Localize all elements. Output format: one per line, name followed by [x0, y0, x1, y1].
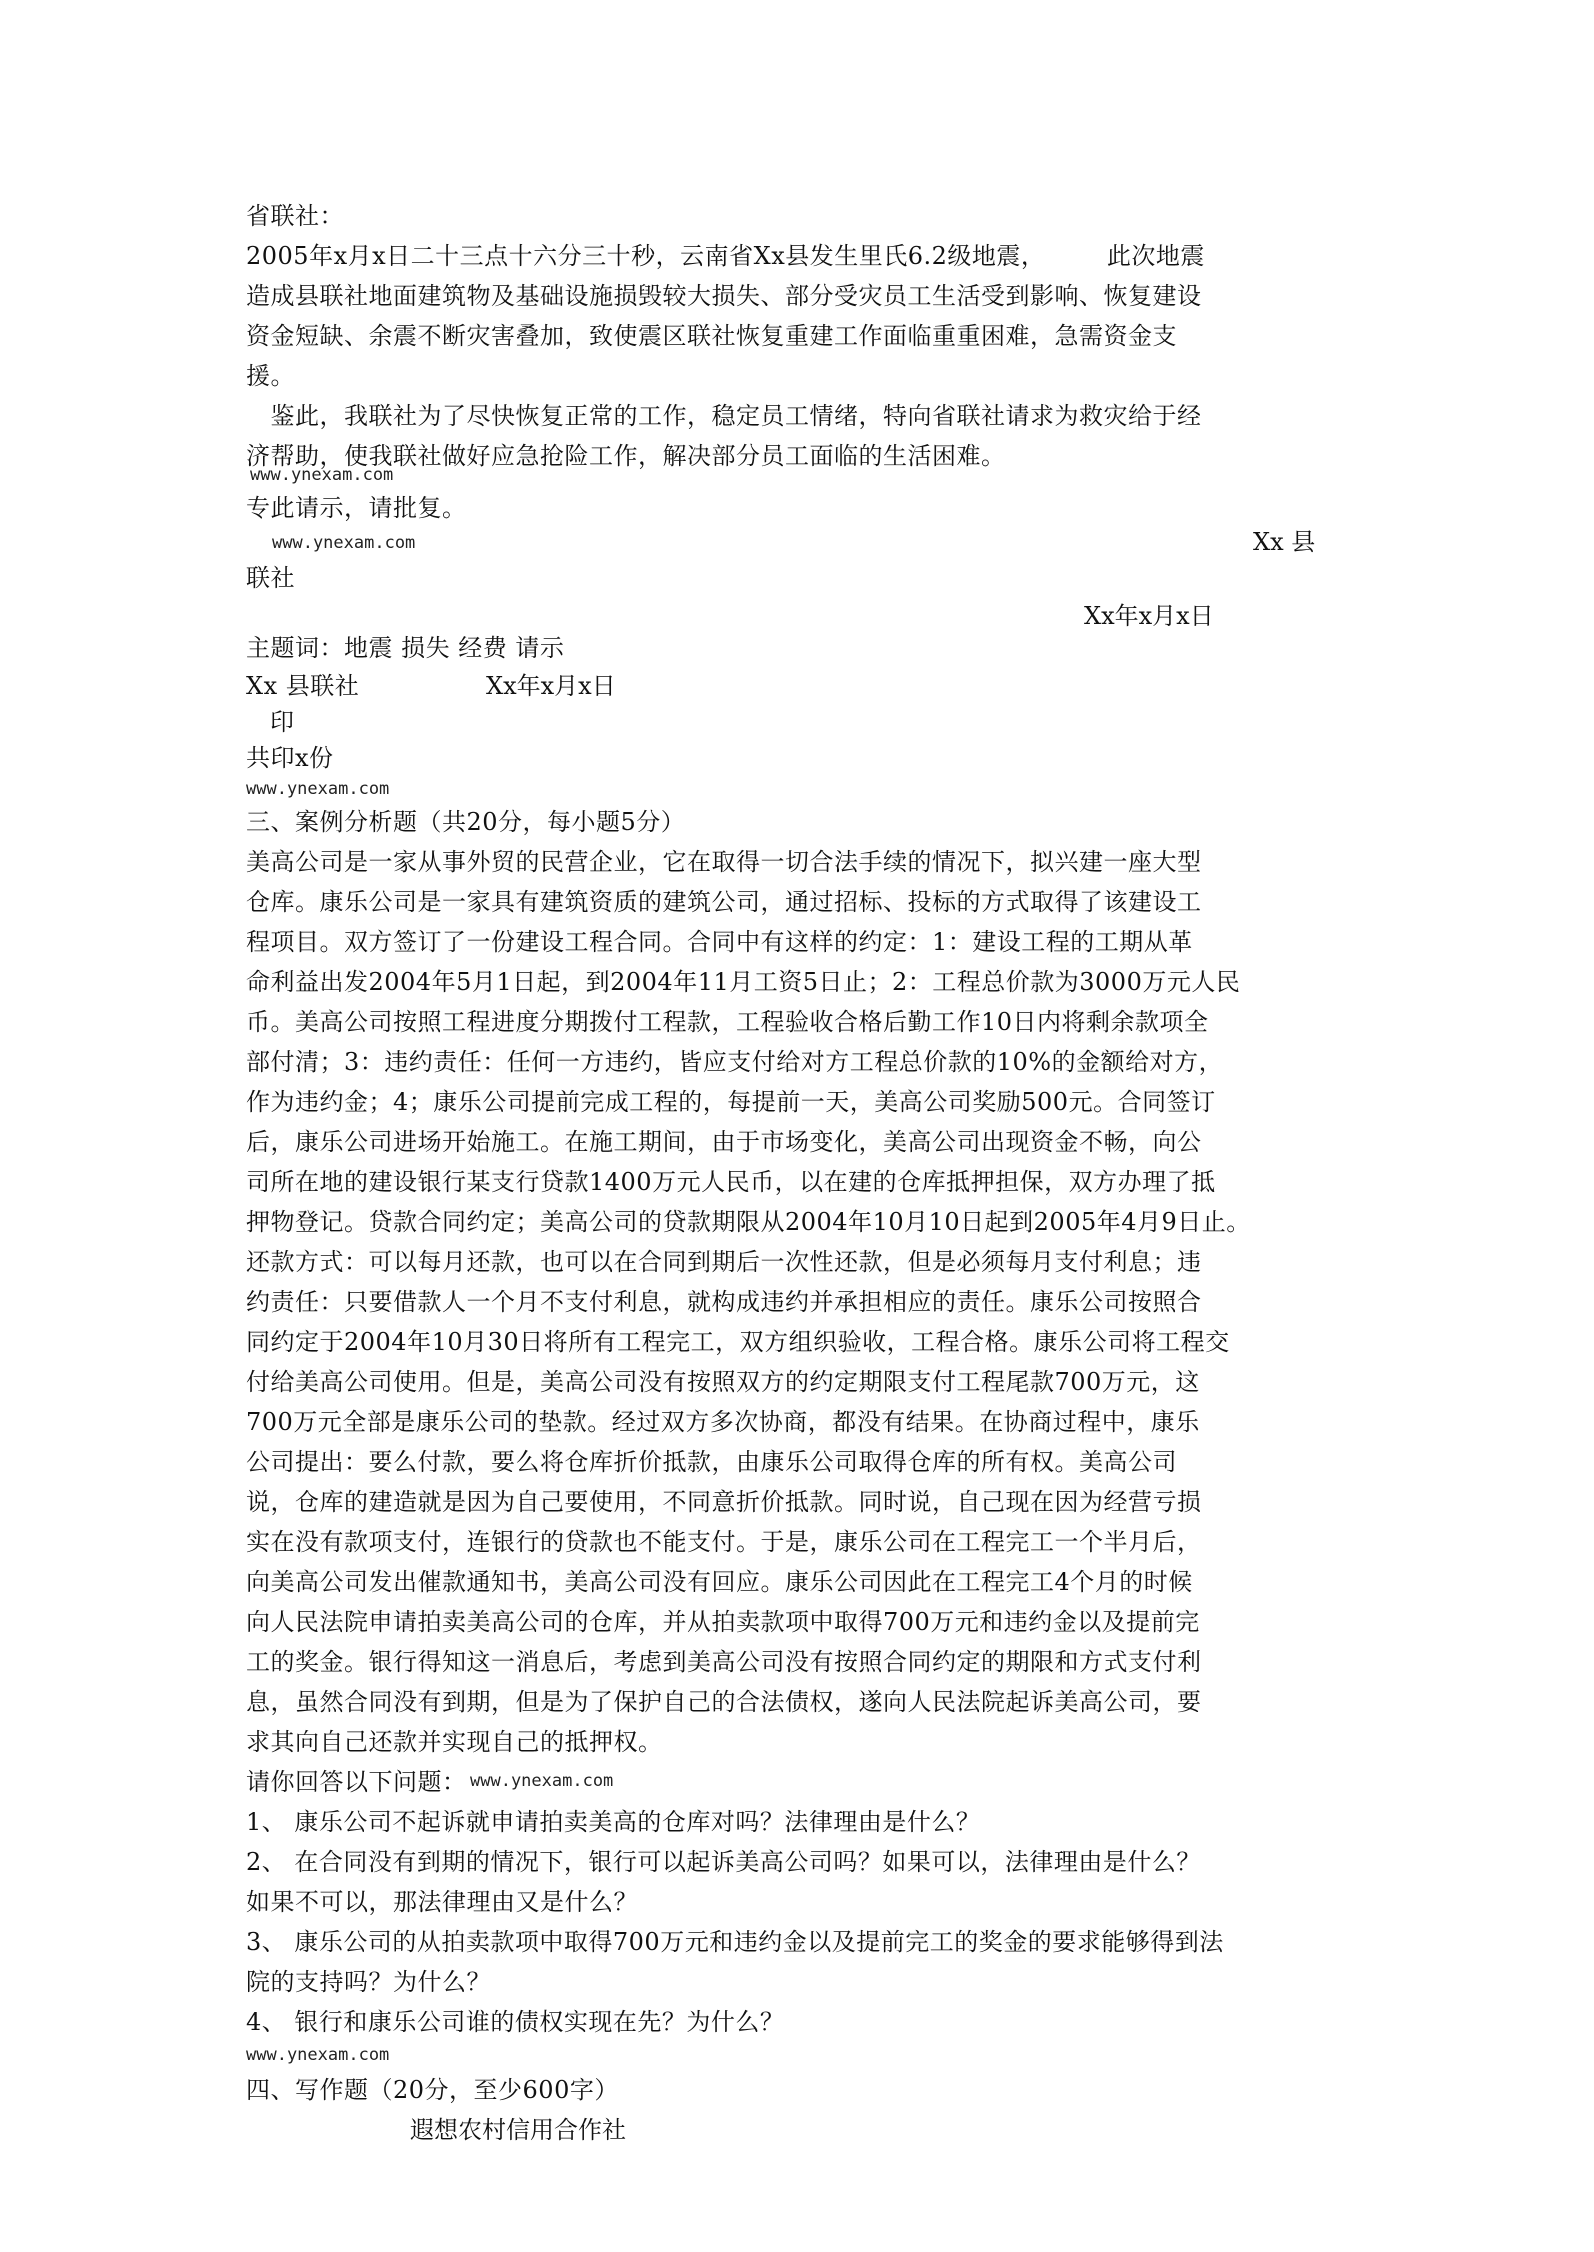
watermark-url: www.ynexam.com — [246, 779, 390, 799]
case-line: 约责任：只要借款人一个月不支付利息，就构成违约并承担相应的责任。康乐公司按照合 — [246, 1288, 1202, 1316]
question-line: 2、 在合同没有到期的情况下，银行可以起诉美高公司吗？如果可以，法律理由是什么？ — [246, 1848, 1201, 1876]
case-line: 程项目。双方签订了一份建设工程合同。合同中有这样的约定：1：建设工程的工期从革 — [246, 928, 1193, 956]
question-line: 如果不可以，那法律理由又是什么？ — [246, 1888, 638, 1916]
body-line: 造成县联社地面建筑物及基础设施损毁较大损失、部分受灾员工生活受到影响、恢复建设 — [246, 282, 1202, 310]
signer-county: Xx 县 — [1253, 528, 1316, 556]
case-line: 工的奖金。银行得知这一消息后，考虑到美高公司没有按照合同约定的期限和方式支付利 — [246, 1648, 1202, 1676]
print-label: 印 — [270, 708, 294, 736]
case-line: 还款方式：可以每月还款，也可以在合同到期后一次性还款，但是必须每月支付利息；违 — [246, 1248, 1202, 1276]
question-line: 1、 康乐公司不起诉就申请拍卖美高的仓库对吗？法律理由是什么？ — [246, 1808, 981, 1836]
case-line: 说，仓库的建造就是因为自己要使用，不同意折价抵款。同时说，自己现在因为经营亏损 — [246, 1488, 1202, 1516]
case-line: 同约定于2004年10月30日将所有工程完工，双方组织验收，工程合格。康乐公司将工程交 — [246, 1328, 1230, 1356]
question-intro: 请你回答以下问题： — [246, 1768, 467, 1796]
body-line: 济帮助，使我联社做好应急抢险工作，解决部分员工面临的生活困难。 — [246, 442, 1006, 470]
case-line: 仓库。康乐公司是一家具有建筑资质的建筑公司，通过招标、投标的方式取得了该建设工 — [246, 888, 1202, 916]
watermark-url: www.ynexam.com — [272, 533, 416, 553]
case-line: 命利益出发2004年5月1日起，到2004年11月工资5日止；2：工程总价款为3000万元人民 — [246, 968, 1241, 996]
body-line: 援。 — [246, 362, 295, 390]
case-line: 后，康乐公司进场开始施工。在施工期间，由于市场变化，美高公司出现资金不畅，向公 — [246, 1128, 1202, 1156]
signature-date: Xx年x月x日 — [1084, 602, 1214, 630]
question-line: 院的支持吗？为什么？ — [246, 1968, 491, 1996]
body-line: 2005年x月x日二十三点十六分三十秒，云南省Xx县发生里氏6.2级地震， 此次地震 — [246, 242, 1205, 270]
issuer: Xx 县联社 — [246, 672, 360, 700]
subject-words: 主题词：地震 损失 经费 请示 — [246, 634, 565, 662]
watermark-url: www.ynexam.com — [250, 465, 394, 485]
watermark-url: www.ynexam.com — [246, 2045, 390, 2065]
case-line: 司所在地的建设银行某支行贷款1400万元人民币，以在建的仓库抵押担保，双方办理了抵 — [246, 1168, 1216, 1196]
body-line: 资金短缺、余震不断灾害叠加，致使震区联社恢复重建工作面临重重困难，急需资金支 — [246, 322, 1177, 350]
case-line: 币。美高公司按照工程进度分期拨付工程款，工程验收合格后勤工作10日内将剩余款项全 — [246, 1008, 1209, 1036]
case-line: 息，虽然合同没有到期，但是为了保护自己的合法债权，遂向人民法院起诉美高公司，要 — [246, 1688, 1202, 1716]
case-line: 付给美高公司使用。但是，美高公司没有按照双方的约定期限支付工程尾款700万元，这 — [246, 1368, 1200, 1396]
case-line: 700万元全部是康乐公司的垫款。经过双方多次协商，都没有结果。在协商过程中，康乐 — [246, 1408, 1200, 1436]
writing-title: 遐想农村信用合作社 — [410, 2116, 626, 2144]
body-line: 鉴此，我联社为了尽快恢复正常的工作，稳定员工情绪，特向省联社请求为救灾给于经 — [246, 402, 1202, 430]
case-line: 向美高公司发出催款通知书，美高公司没有回应。康乐公司因此在工程完工4个月的时候 — [246, 1568, 1193, 1596]
case-line: 押物登记。贷款合同约定；美高公司的贷款期限从2004年10月10日起到2005年4月9日止。 — [246, 1208, 1251, 1236]
case-line: 公司提出：要么付款，要么将仓库折价抵款，由康乐公司取得仓库的所有权。美高公司 — [246, 1448, 1177, 1476]
signer-union: 联社 — [246, 564, 295, 592]
question-line: 3、 康乐公司的从拍卖款项中取得700万元和违约金以及提前完工的奖金的要求能够得到法 — [246, 1928, 1224, 1956]
request-line: 专此请示，请批复。 — [246, 494, 467, 522]
case-line: 作为违约金；4；康乐公司提前完成工程的，每提前一天，美高公司奖励500元。合同签订 — [246, 1088, 1216, 1116]
issue-date: Xx年x月x日 — [486, 672, 616, 700]
copies: 共印x份 — [246, 744, 334, 772]
case-line: 实在没有款项支付，连银行的贷款也不能支付。于是，康乐公司在工程完工一个半月后， — [246, 1528, 1202, 1556]
case-heading: 三、案例分析题（共20分，每小题5分） — [246, 808, 686, 836]
watermark-url: www.ynexam.com — [470, 1771, 614, 1791]
addressee: 省联社： — [246, 202, 344, 230]
case-line: 求其向自己还款并实现自己的抵押权。 — [246, 1728, 663, 1756]
case-line: 美高公司是一家从事外贸的民营企业，它在取得一切合法手续的情况下，拟兴建一座大型 — [246, 848, 1202, 876]
case-line: 部付清；3：违约责任：任何一方违约，皆应支付给对方工程总价款的10%的金额给对方， — [246, 1048, 1224, 1076]
question-line: 4、 银行和康乐公司谁的债权实现在先？为什么？ — [246, 2008, 785, 2036]
case-line: 向人民法院申请拍卖美高公司的仓库，并从拍卖款项中取得700万元和违约金以及提前完 — [246, 1608, 1200, 1636]
writing-heading: 四、写作题（20分，至少600字） — [246, 2076, 619, 2104]
